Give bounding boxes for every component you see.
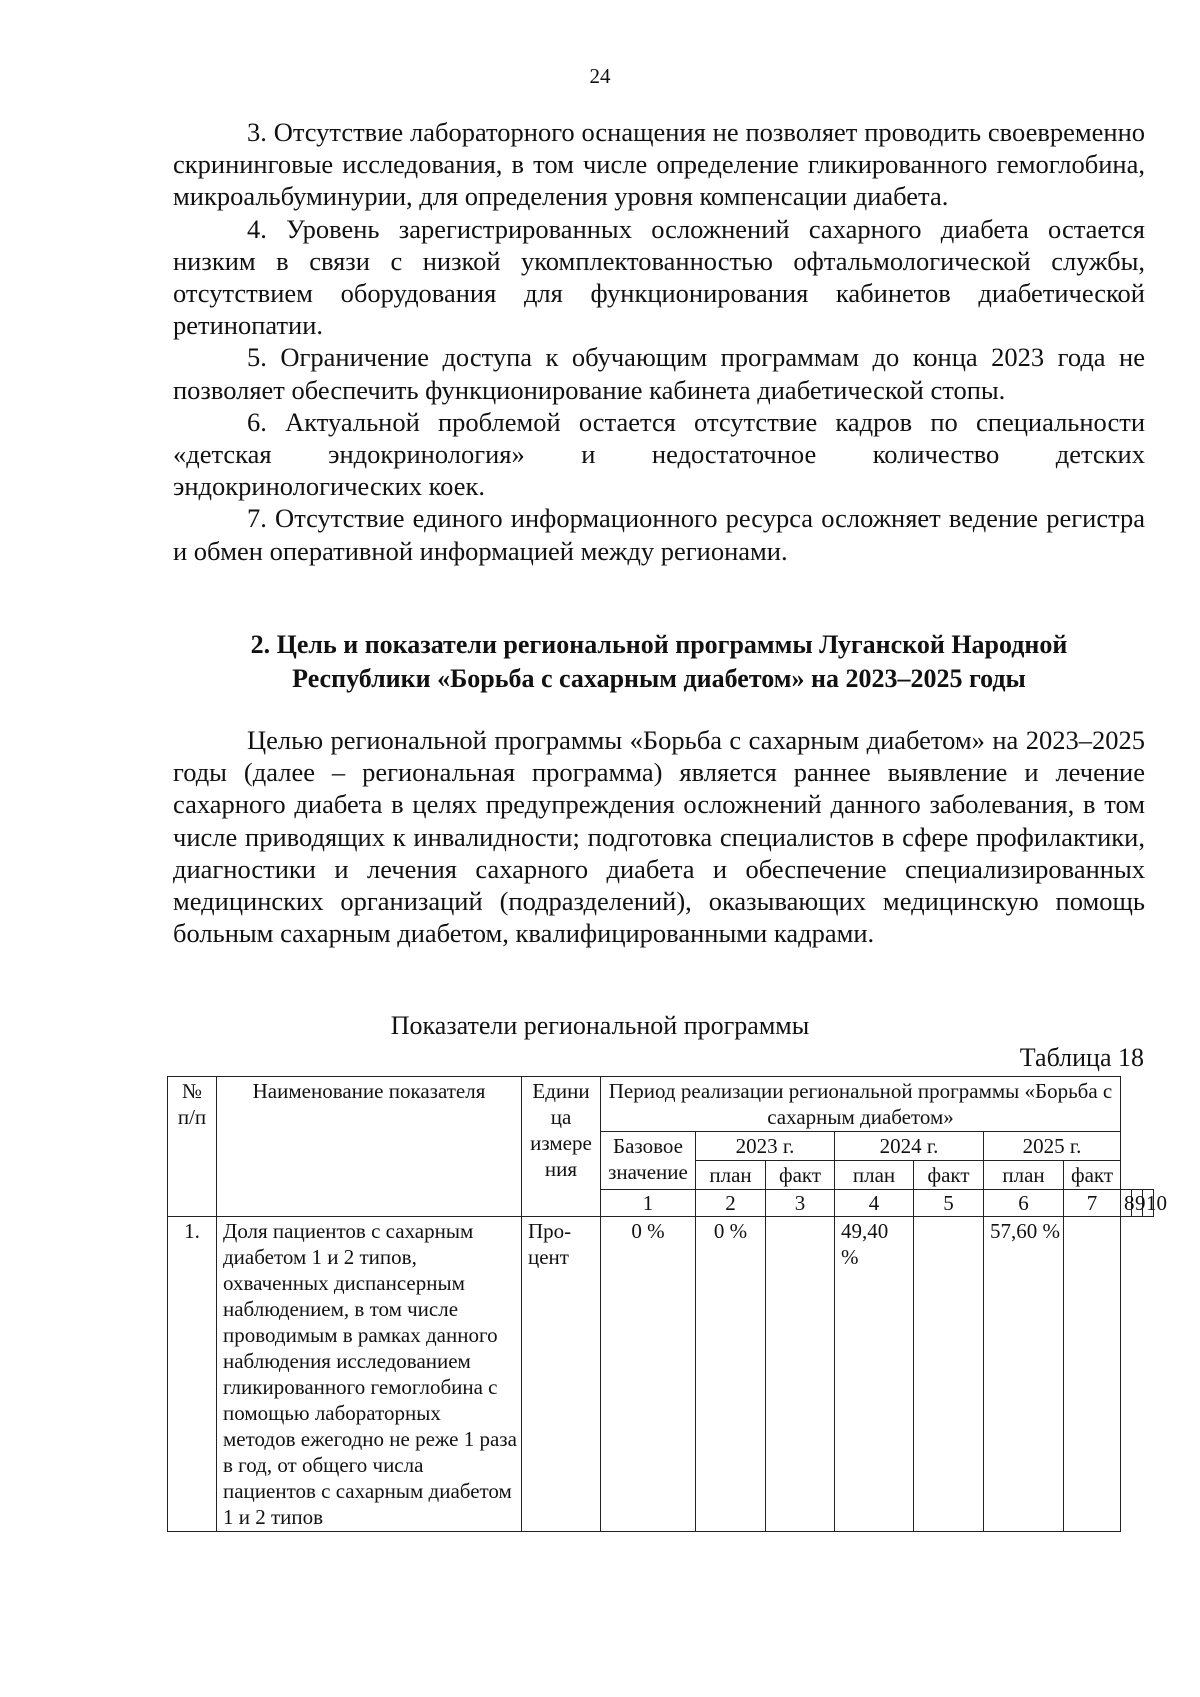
problem-item: 3. Отсутствие лабораторного оснащения не позволяет проводить своевременно скрининговые исследования, в том числе определение гликированного гемоглобина, микроальбуминурии, для определения уровня компенсации диабета. xyxy=(173,117,1145,212)
header-year-2025: 2025 г. xyxy=(984,1132,1121,1161)
row-base-value: 0 % xyxy=(601,1217,696,1532)
header-plan: план xyxy=(696,1161,766,1190)
problem-item: 5. Ограничение доступа к обучающим программам до конца 2023 года не позволяет обеспечить функционирование кабинета диабетической стопы. xyxy=(173,342,1145,405)
header-fact: факт xyxy=(1064,1161,1121,1190)
header-plan: план xyxy=(984,1161,1064,1190)
header-plan: план xyxy=(835,1161,914,1190)
header-name: Наименование показателя xyxy=(217,1077,522,1217)
indicators-table xyxy=(167,1076,1167,1532)
column-number: 3 xyxy=(766,1190,835,1217)
row-num: 1. xyxy=(168,1217,217,1532)
problem-item: 4. Уровень зарегистрированных осложнений сахарного диабета остается низким в связи с низкой укомплектованностью офтальмологической службы, отсутствием оборудования для функционирования кабинетов диабетической ретинопатии. xyxy=(173,213,1145,341)
row-plan-2025: 57,60 % xyxy=(984,1217,1064,1532)
column-number: 7 xyxy=(1064,1190,1121,1217)
problem-item: 7. Отсутствие единого информационного ресурса осложняет ведение регистра и обмен оперативной информацией между регионами. xyxy=(173,503,1145,566)
page-number: 24 xyxy=(589,64,611,88)
column-number: 9 xyxy=(1132,1190,1143,1217)
table-title: Показатели региональной программы xyxy=(390,1011,810,1040)
header-base: Базовое значение xyxy=(601,1132,696,1190)
row-fact-2024 xyxy=(914,1217,984,1532)
goal-paragraph: Целью региональной программы «Борьба с сахарным диабетом» на 2023–2025 годы (далее – региональная программа) является раннее выявление и лечение сахарного диабета в целях предупреждения осложнений данного заболевания, в том числе приводящих к инвалидности; подготовка специалистов в сфере профилактики, диагностики и лечения сахарного диабета и обеспечение специализированных медицинских организаций (подразделений), оказывающих медицинскую помощь больным сахарным диабетом, квалифицированными кадрами. xyxy=(173,725,1145,949)
column-number: 1 xyxy=(601,1190,696,1217)
header-year-2023: 2023 г. xyxy=(696,1132,835,1161)
table-row xyxy=(168,1217,1154,1532)
problem-item: 6. Актуальной проблемой остается отсутствие кадров по специальности «детская эндокринология» и недостаточное количество детских эндокринологических коек. xyxy=(173,406,1145,502)
row-fact-2023 xyxy=(766,1217,835,1532)
section-heading xyxy=(173,628,1145,696)
row-plan-2024: 49,40 % xyxy=(835,1217,914,1532)
header-fact: факт xyxy=(766,1161,835,1190)
column-number: 2 xyxy=(696,1190,766,1217)
problem-list xyxy=(173,116,1145,567)
goal-section xyxy=(173,724,1145,949)
header-fact: факт xyxy=(914,1161,984,1190)
column-number: 6 xyxy=(984,1190,1064,1217)
row-unit: Про-цент xyxy=(522,1217,601,1532)
header-period: Период реализации региональной программы «Борьба с сахарным диабетом» xyxy=(601,1077,1121,1132)
row-fact-2025 xyxy=(1064,1217,1121,1532)
row-plan-2023: 0 % xyxy=(696,1217,766,1532)
header-year-2024: 2024 г. xyxy=(835,1132,984,1161)
column-number: 4 xyxy=(835,1190,914,1217)
column-number: 10 xyxy=(1143,1190,1154,1217)
column-number: 5 xyxy=(914,1190,984,1217)
table-label: Таблица 18 xyxy=(1019,1043,1144,1072)
section-heading-line-2: Республики «Борьба с сахарным диабетом» на 2023–2025 годы xyxy=(292,664,1026,693)
column-number: 8 xyxy=(1121,1190,1132,1217)
header-num: № п/п xyxy=(168,1077,217,1217)
header-unit: Едини ца измере ния xyxy=(522,1077,601,1217)
section-heading-line-1: 2. Цель и показатели региональной программы Луганской Народной xyxy=(250,630,1068,659)
row-indicator-name: Доля пациентов с сахарным диабетом 1 и 2 типов, охваченных диспансерным наблюдением, в том числе проводимым в рамках данного наблюдения исследованием гликированного гемоглобина с помощью лабораторных методов ежегодно не реже 1 раза в год, от общего числа пациентов с сахарным диабетом 1 и 2 типов xyxy=(217,1217,522,1532)
